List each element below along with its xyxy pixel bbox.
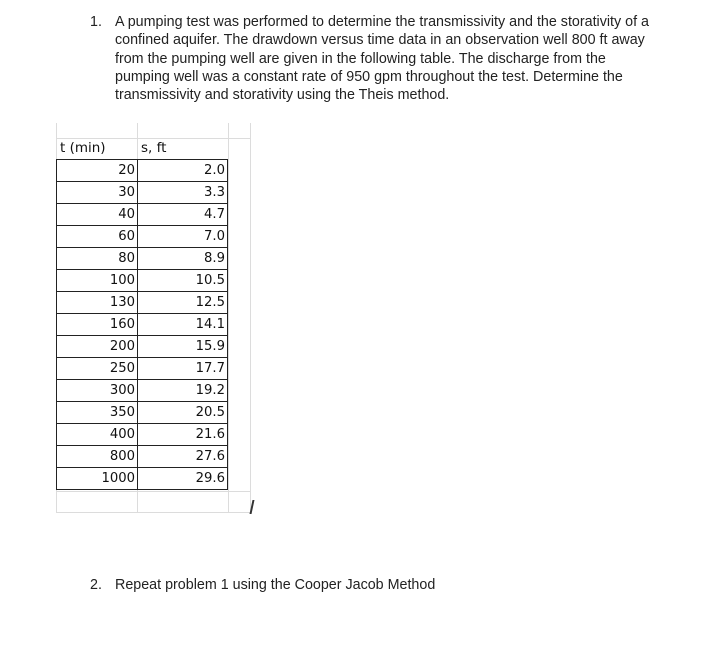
cell-time: 40 bbox=[57, 204, 138, 226]
table-row bbox=[57, 380, 228, 402]
cell-drawdown: 19.2 bbox=[138, 380, 228, 402]
cell-drawdown: 2.0 bbox=[138, 160, 228, 182]
cell-time: 400 bbox=[57, 424, 138, 446]
problem-2-number: 2. bbox=[90, 577, 102, 593]
cell-time: 200 bbox=[57, 336, 138, 358]
data-table bbox=[56, 159, 228, 490]
cell-drawdown: 12.5 bbox=[138, 292, 228, 314]
problem-1-line: transmissivity and storativity using the Theis method. bbox=[115, 87, 450, 104]
cell-drawdown: 15.9 bbox=[138, 336, 228, 358]
cell-drawdown: 17.7 bbox=[138, 358, 228, 380]
grid-line bbox=[56, 512, 251, 513]
spreadsheet bbox=[56, 123, 251, 513]
table-row bbox=[57, 292, 228, 314]
cell-time: 160 bbox=[57, 314, 138, 336]
table-row bbox=[57, 468, 228, 490]
problem-1-line: from the pumping well are given in the following table. The discharge from the bbox=[115, 50, 606, 67]
cell-time: 60 bbox=[57, 226, 138, 248]
cell-drawdown: 21.6 bbox=[138, 424, 228, 446]
table-row bbox=[57, 314, 228, 336]
table-row bbox=[57, 226, 228, 248]
table-row bbox=[57, 446, 228, 468]
problem-1-line: pumping well was a constant rate of 950 gpm throughout the test. Determine the bbox=[115, 68, 623, 85]
table-row bbox=[57, 402, 228, 424]
column-header-time: t (min) bbox=[60, 140, 106, 156]
cell-time: 1000 bbox=[57, 468, 138, 490]
table-row bbox=[57, 160, 228, 182]
cell-time: 30 bbox=[57, 182, 138, 204]
grid-line bbox=[250, 123, 251, 513]
problem-1-text bbox=[115, 13, 690, 104]
cell-time: 100 bbox=[57, 270, 138, 292]
cell-drawdown: 10.5 bbox=[138, 270, 228, 292]
column-header-drawdown: s, ft bbox=[141, 140, 167, 156]
problem-1-number: 1. bbox=[90, 14, 102, 30]
cell-drawdown: 7.0 bbox=[138, 226, 228, 248]
table-row bbox=[57, 248, 228, 270]
cell-drawdown: 4.7 bbox=[138, 204, 228, 226]
cell-drawdown: 3.3 bbox=[138, 182, 228, 204]
cell-time: 20 bbox=[57, 160, 138, 182]
cell-drawdown: 27.6 bbox=[138, 446, 228, 468]
cell-time: 250 bbox=[57, 358, 138, 380]
problem-1-line: A pumping test was performed to determine the transmissivity and the storativity of a bbox=[115, 14, 649, 30]
table-row bbox=[57, 358, 228, 380]
table-row bbox=[57, 336, 228, 358]
table-row bbox=[57, 270, 228, 292]
cell-time: 130 bbox=[57, 292, 138, 314]
problem-2-text: Repeat problem 1 using the Cooper Jacob Method bbox=[115, 577, 436, 593]
grid-line bbox=[56, 138, 251, 139]
cell-time: 80 bbox=[57, 248, 138, 270]
cell-time: 800 bbox=[57, 446, 138, 468]
cell-time: 300 bbox=[57, 380, 138, 402]
cell-drawdown: 29.6 bbox=[138, 468, 228, 490]
cell-drawdown: 8.9 bbox=[138, 248, 228, 270]
table-row bbox=[57, 182, 228, 204]
grid-line bbox=[56, 491, 251, 492]
problem-1-line: confined aquifer. The drawdown versus time data in an observation well 800 ft away bbox=[115, 32, 645, 49]
cell-drawdown: 20.5 bbox=[138, 402, 228, 424]
cell-drawdown: 14.1 bbox=[138, 314, 228, 336]
grid-line bbox=[228, 123, 229, 513]
table-row bbox=[57, 204, 228, 226]
table-row bbox=[57, 424, 228, 446]
cell-time: 350 bbox=[57, 402, 138, 424]
